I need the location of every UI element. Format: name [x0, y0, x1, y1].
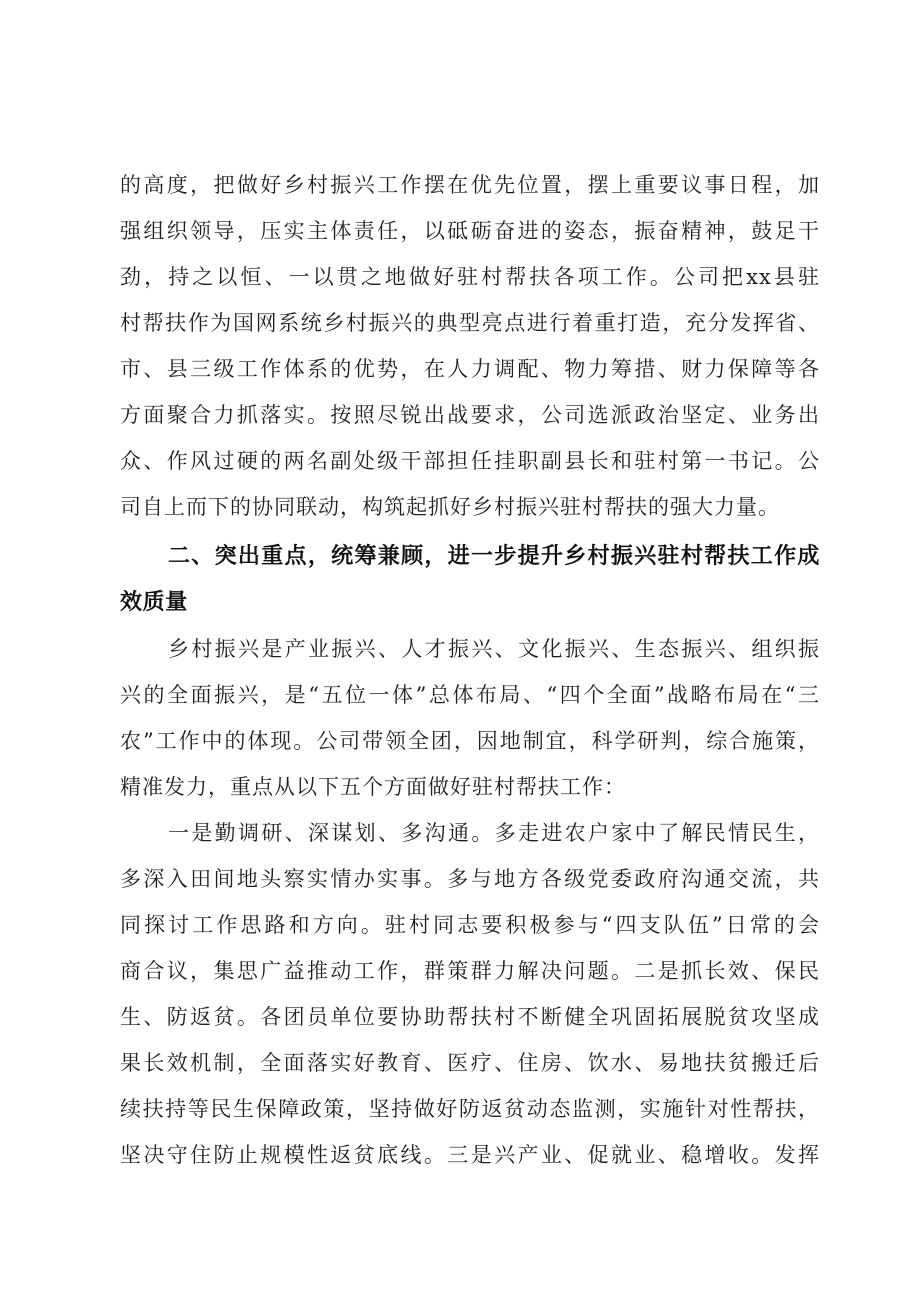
paragraph-1	[120, 162, 820, 530]
section-heading	[120, 534, 820, 626]
document-body	[120, 162, 820, 1178]
text-line: 劲，持之以恒、一以贯之地做好驻村帮扶各项工作。公司把xx县驻	[120, 265, 820, 289]
text-line: 的高度，把做好乡村振兴工作摆在优先位置，摆上重要议事日程，加	[120, 173, 820, 197]
text-line: 农”工作中的体现。公司带领全团，因地制宜，科学研判，综合施策，	[120, 729, 820, 753]
text-line: 生、防返贫。各团员单位要协助帮扶村不断健全巩固拓展脱贫攻坚成	[120, 1005, 820, 1029]
text-line: 一是勤调研、深谋划、多沟通。多走进农户家中了解民情民生，	[168, 821, 820, 845]
text-line: 方面聚合力抓落实。按照尽锐出战要求，公司选派政治坚定、业务出	[120, 403, 820, 427]
text-line: 续扶持等民生保障政策，坚持做好防返贫动态监测，实施针对性帮扶，	[120, 1097, 820, 1121]
text-line: 众、作风过硬的两名副处级干部担任挂职副县长和驻村第一书记。公	[120, 449, 820, 473]
text-line: 村帮扶作为国网系统乡村振兴的典型亮点进行着重打造，充分发挥省、	[120, 311, 820, 335]
heading-line: 效质量	[120, 590, 188, 615]
text-line: 坚决守住防止规模性返贫底线。三是兴产业、促就业、稳增收。发挥	[120, 1143, 820, 1167]
text-line: 强组织领导，压实主体责任，以砥砺奋进的姿态，振奋精神，鼓足干	[120, 219, 820, 243]
paragraph-2	[120, 626, 820, 810]
paragraph-3	[120, 810, 820, 1178]
text-line: 同探讨工作思路和方向。驻村同志要积极参与“四支队伍”日常的会	[120, 913, 820, 937]
text-line: 兴的全面振兴，是“五位一体”总体布局、“四个全面”战略布局在“三	[120, 683, 820, 707]
heading-line: 二、突出重点，统筹兼顾，进一步提升乡村振兴驻村帮扶工作成	[168, 544, 820, 569]
text-line: 商合议，集思广益推动工作，群策群力解决问题。二是抓长效、保民	[120, 959, 820, 983]
text-line: 乡村振兴是产业振兴、人才振兴、文化振兴、生态振兴、组织振	[168, 637, 820, 661]
text-line: 精准发力，重点从以下五个方面做好驻村帮扶工作：	[120, 775, 626, 799]
text-line: 多深入田间地头察实情办实事。多与地方各级党委政府沟通交流，共	[120, 867, 820, 891]
text-line: 果长效机制，全面落实好教育、医疗、住房、饮水、易地扶贫搬迁后	[120, 1051, 820, 1075]
text-line: 司自上而下的协同联动，构筑起抓好乡村振兴驻村帮扶的强大力量。	[120, 495, 780, 519]
text-line: 市、县三级工作体系的优势，在人力调配、物力筹措、财力保障等各	[120, 357, 820, 381]
